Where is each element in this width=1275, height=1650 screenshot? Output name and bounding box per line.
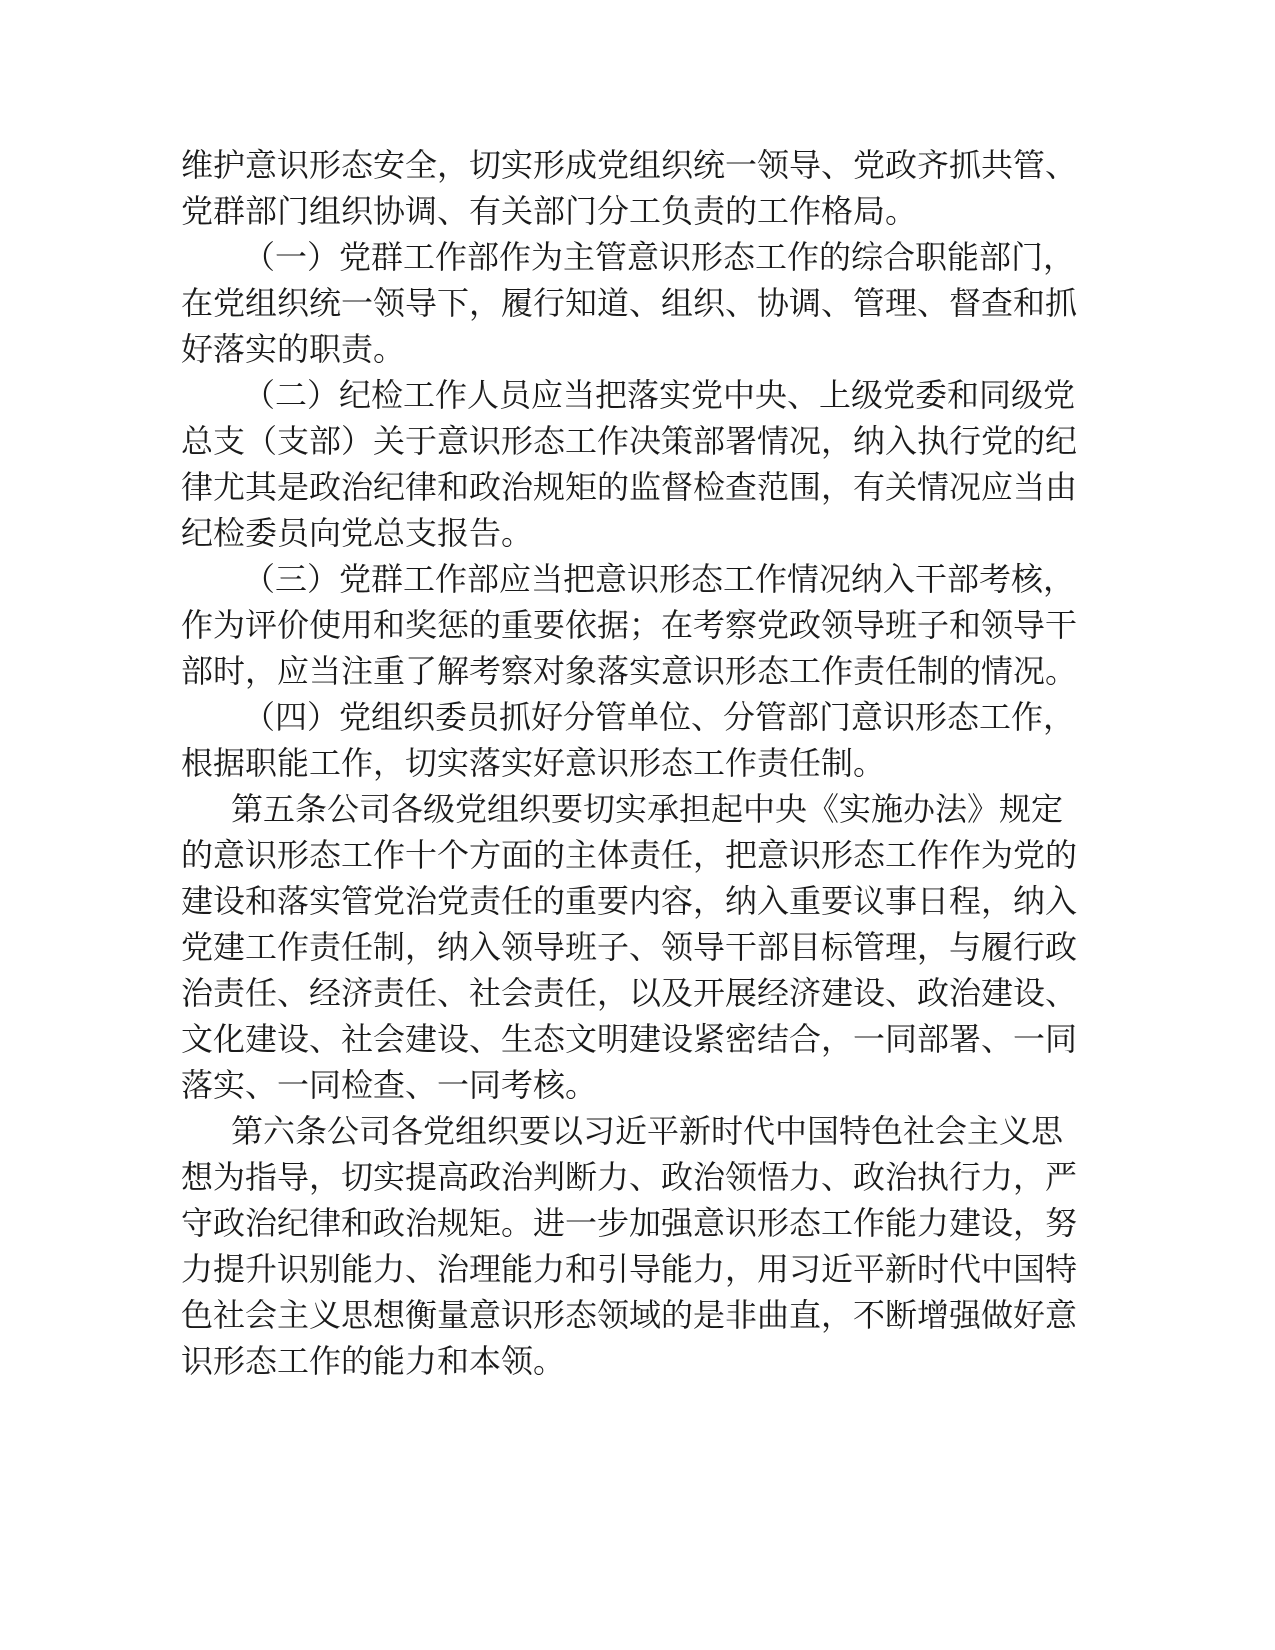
- paragraph-intro: 维护意识形态安全，切实形成党组织统一领导、党政齐抓共管、党群部门组织协调、有关部门分工负责的工作格局。: [181, 146, 1078, 230]
- paragraph-item-2: （二）纪检工作人员应当把落实党中央、上级党委和同级党总支（支部）关于意识形态工作决策部署情况，纳入执行党的纪律尤其是政治纪律和政治规矩的监督检查范围，有关情况应当由纪检委员向党总支报告。: [181, 376, 1078, 552]
- paragraph-article-5: 第五条公司各级党组织要切实承担起中央《实施办法》规定的意识形态工作十个方面的主体责任，把意识形态工作作为党的建设和落实管党治党责任的重要内容，纳入重要议事日程，纳入党建工作责任制，纳入领导班子、领导干部目标管理，与履行政治责任、经济责任、社会责任，以及开展经济建设、政治建设、文化建设、社会建设、生态文明建设紧密结合，一同部署、一同落实、一同检查、一同考核。: [181, 790, 1078, 1104]
- paragraph-item-1: （一）党群工作部作为主管意识形态工作的综合职能部门，在党组织统一领导下，履行知道、组织、协调、管理、督查和抓好落实的职责。: [181, 238, 1078, 368]
- paragraph-item-3: （三）党群工作部应当把意识形态工作情况纳入干部考核，作为评价使用和奖惩的重要依据；在考察党政领导班子和领导干部时，应当注重了解考察对象落实意识形态工作责任制的情况。: [181, 560, 1078, 690]
- paragraph-article-6: 第六条公司各党组织要以习近平新时代中国特色社会主义思想为指导，切实提高政治判断力、政治领悟力、政治执行力，严守政治纪律和政治规矩。进一步加强意识形态工作能力建设，努力提升识别能力、治理能力和引导能力，用习近平新时代中国特色社会主义思想衡量意识形态领域的是非曲直，不断增强做好意识形态工作的能力和本领。: [181, 1112, 1078, 1380]
- document-body: [181, 142, 1081, 1384]
- paragraph-item-4: （四）党组织委员抓好分管单位、分管部门意识形态工作，根据职能工作，切实落实好意识形态工作责任制。: [181, 698, 1076, 782]
